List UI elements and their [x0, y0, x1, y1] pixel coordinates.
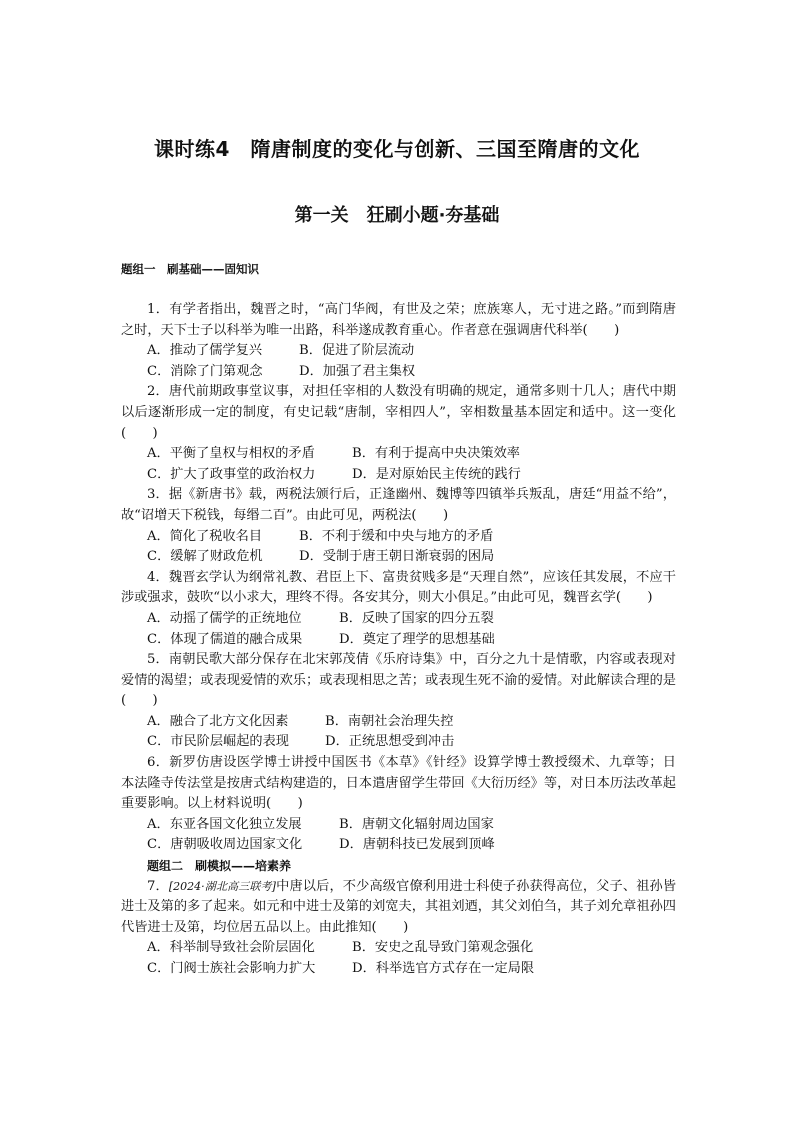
- option-b: B．南朝社会治理失控: [325, 713, 454, 729]
- option-c: C．消除了门第观念: [147, 363, 263, 379]
- page-title: 课时练4 隋唐制度的变化与创新、三国至隋唐的文化: [154, 137, 640, 161]
- option-d: D．受制于唐王朝日渐衰弱的困局: [299, 549, 495, 565]
- question-list: [121, 300, 676, 980]
- option-c: C．缓解了财政危机: [147, 549, 263, 565]
- group1-label: 题组一 刷基础——固知识: [121, 262, 259, 276]
- option-row: [121, 527, 676, 548]
- option-d: D．加强了君主集权: [299, 363, 416, 379]
- question-stem: 2．唐代前期政事堂议事，对担任宰相的人数没有明确的规定，通常多则十几人；唐代中期以后逐渐形成一定的制度，有史记载“唐制，宰相四人”，宰相数量基本固定和适中。这一变化( ): [121, 384, 676, 441]
- option-a: A．东亚各国文化独立发展: [147, 816, 302, 832]
- question-2: [121, 382, 676, 485]
- option-a: A．推动了儒学复兴: [147, 343, 263, 359]
- question-stem: 3．据《新唐书》载，两税法颁行后，正逢幽州、魏博等四镇举兵叛乱，唐廷“用益不给”，故“诏增天下税钱，每缗二百”。由此可见，两税法( ): [121, 487, 676, 523]
- option-row: [121, 835, 676, 856]
- group2-label: 题组二 刷模拟——培素养: [147, 859, 292, 874]
- option-b: B．有利于提高中央决策效率: [352, 446, 520, 462]
- option-a: A．简化了税收名目: [147, 528, 263, 544]
- question-5: [121, 650, 676, 753]
- question-6: [121, 753, 676, 856]
- question-stem: 5．南朝民歌大部分保存在北宋郭茂倩《乐府诗集》中，百分之九十是情歌，内容或表现对爱情的渴望；或表现爱情的欢乐；或表现相思之苦；或表现生死不渝的爱情。对此解读合理的是( ): [121, 652, 676, 709]
- option-b: B．促进了阶层流动: [299, 343, 415, 359]
- question-stem: [121, 877, 676, 939]
- option-a: A．平衡了皇权与相权的矛盾: [147, 446, 315, 462]
- option-c: C．门阀士族社会影响力扩大: [147, 961, 316, 976]
- option-row: [121, 630, 676, 651]
- option-d: D．科举选官方式存在一定局限: [352, 961, 535, 976]
- option-a: A．融合了北方文化因素: [147, 713, 289, 729]
- option-a: A．科举制导致社会阶层固化: [147, 940, 315, 956]
- question-3: [121, 485, 676, 567]
- question-7: [121, 877, 676, 980]
- option-c: C．市民阶层崛起的表现: [147, 734, 289, 750]
- section-subtitle: 第一关 狂刷小题·夯基础: [294, 205, 500, 226]
- question-source: [2024·湖北高三联考]: [168, 879, 276, 893]
- option-c: C．体现了儒道的融合成果: [147, 631, 303, 647]
- option-row: [121, 465, 676, 486]
- question-1: [121, 300, 676, 382]
- option-b: B．反映了国家的四分五裂: [339, 610, 494, 626]
- option-row: [121, 815, 676, 836]
- option-c: C．唐朝吸收周边国家文化: [147, 837, 303, 853]
- option-row: [121, 444, 676, 465]
- option-a: A．动摇了儒学的正统地位: [147, 610, 302, 626]
- question-number: 7．: [147, 878, 169, 894]
- option-row: [121, 341, 676, 362]
- option-row: [121, 732, 676, 753]
- option-b: B．唐朝文化辐射周边国家: [339, 816, 494, 832]
- option-row: [121, 938, 676, 959]
- question-4: [121, 568, 676, 650]
- question-stem: 1．有学者指出，魏晋之时，“高门华阀，有世及之荣；庶族寒人，无寸进之路。”而到隋唐之时，天下士子以科举为唯一出路，科举遂成教育重心。作者意在强调唐代科举( ): [121, 302, 676, 338]
- option-row: [121, 712, 676, 733]
- option-d: D．是对原始民主传统的践行: [352, 466, 521, 482]
- option-c: C．扩大了政事堂的政治权力: [147, 466, 316, 482]
- option-row: [121, 959, 676, 980]
- option-d: D．正统思想受到冲击: [325, 734, 455, 750]
- option-row: [121, 362, 676, 383]
- option-d: D．奠定了理学的思想基础: [339, 631, 495, 647]
- option-b: B．不利于缓和中央与地方的矛盾: [299, 528, 494, 544]
- question-stem: 6．新罗仿唐设医学博士讲授中国医书《本草》《针经》设算学博士教授缀术、九章等；日本法隆寺传法堂是按唐式结构建造的，日本遣唐留学生带回《大衍历经》等，对日本历法改革起重要影响。以上材料说明( ): [121, 755, 676, 812]
- option-row: [121, 609, 676, 630]
- option-row: [121, 547, 676, 568]
- option-b: B．安史之乱导致门第观念强化: [352, 940, 534, 956]
- option-d: D．唐朝科技已发展到顶峰: [339, 837, 495, 853]
- question-text: 中唐以后，不少高级官僚利用进士科使子孙获得高位，父子、祖孙皆进士及第的多了起来。如元和中进士及第的刘宽夫，其祖刘迺，其父刘伯刍，其子刘允章祖孙四代皆进士及第，均位居五品以上。由此推知( ): [121, 878, 677, 935]
- question-stem: 4．魏晋玄学认为纲常礼教、君臣上下、富贵贫贱多是“天理自然”，应该任其发展，不应干涉或强求，鼓吹“以小求大，理终不得。各安其分，则大小俱足。”由此可见，魏晋玄学( ): [121, 569, 676, 606]
